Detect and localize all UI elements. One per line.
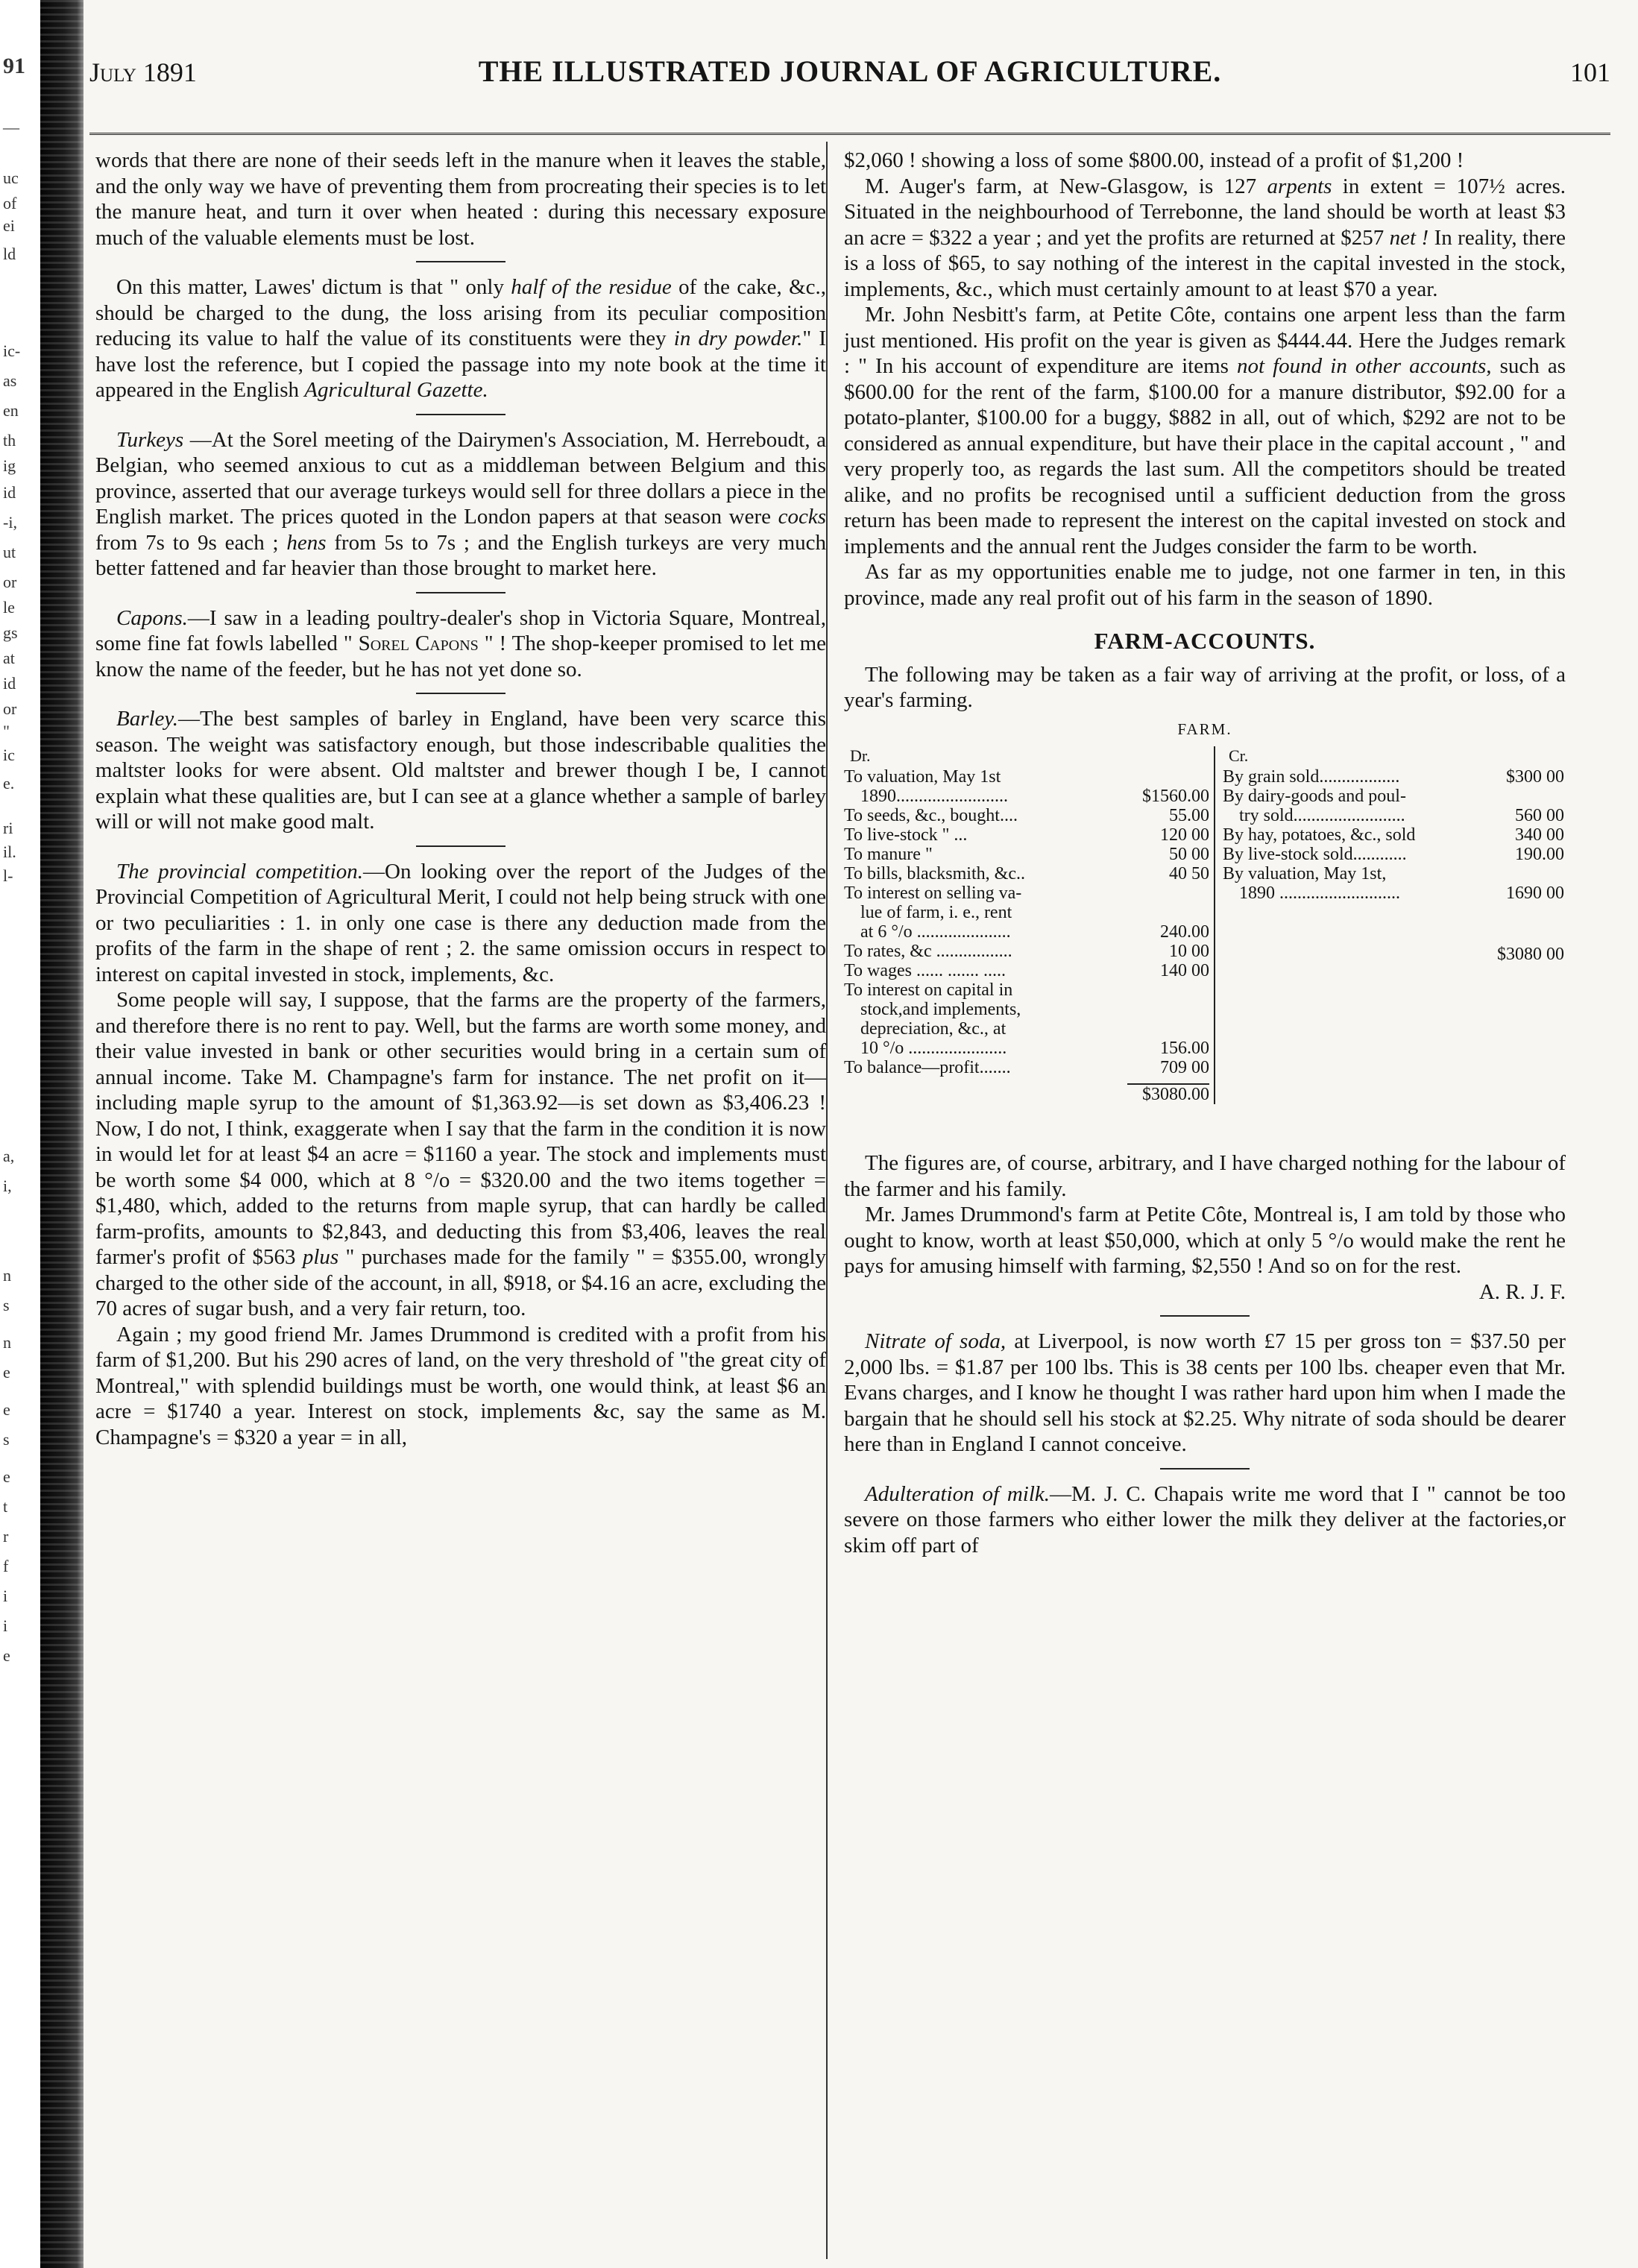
lead-adulteration-milk: Adulteration of milk. <box>865 1481 1050 1506</box>
credit-row <box>1223 787 1564 806</box>
lead-turkeys: Turkeys <box>116 427 184 452</box>
credit-row-label: By live-stock sold............ <box>1223 845 1407 864</box>
lead-barley: Barley. <box>116 707 178 731</box>
debit-label: Dr. <box>850 746 871 765</box>
credit-total-row <box>1223 945 1564 964</box>
debit-row <box>844 845 1209 864</box>
debit-row-label: stock,and implements, <box>860 1000 1021 1019</box>
facing-page-edge <box>0 0 46 2268</box>
margin-fragment: e <box>3 1363 10 1382</box>
debit-row <box>844 961 1209 980</box>
credit-row-label: By grain sold.................. <box>1223 767 1400 787</box>
section-separator <box>416 414 505 415</box>
margin-fragment: ut <box>3 543 16 561</box>
debit-row <box>844 806 1209 825</box>
debit-row-label: To live-stock " ... <box>844 825 968 845</box>
margin-fragment: ei <box>3 216 15 235</box>
paragraph-manure-seeds: words that there are none of their seeds left in the manure when it leaves the stable, and the only way we have of preventing them from procreating their species is to let the manure heat, and turn it over when heated : during this necessary exposure much of the valuable elements must be lost. <box>95 148 826 250</box>
paragraph-loss-continuation: $2,060 ! showing a loss of some $800.00, instead of a profit of $1,200 ! <box>844 148 1464 172</box>
account-title: FARM. <box>1177 719 1232 738</box>
debit-row-label: To valuation, May 1st <box>844 767 1001 787</box>
debit-row-label: To interest on selling va- <box>844 883 1022 903</box>
credit-row-amount <box>1482 864 1564 883</box>
margin-fragment: id <box>3 674 16 693</box>
column-rule <box>826 142 828 2259</box>
margin-fragment: or <box>3 699 17 718</box>
credit-side <box>1215 746 1564 1104</box>
margin-fragment: — <box>3 118 19 136</box>
debit-row-label: To interest on capital in <box>844 980 1013 1000</box>
debit-row-label: 1890......................... <box>860 787 1008 806</box>
signature: A. R. J. F. <box>1478 1279 1566 1304</box>
section-title-farm-accounts: FARM-ACCOUNTS. <box>1094 628 1316 654</box>
debit-row-amount <box>1127 1000 1209 1019</box>
margin-fragment: f <box>3 1557 9 1575</box>
margin-fragment: l- <box>3 866 13 885</box>
paragraph-drummond-credit: Again ; my good friend Mr. James Drummond is credited with a profit from his farm of $1,200. But his 290 acres of land, on the very threshold of "the great city of Montreal," with splendid buildings must be worth, one would think, at least $6 an acre = $1740 a year. Interest on stock, implements &c, say the same as M. Champagne's = $320 a year = in all, <box>95 1322 826 1449</box>
margin-fragment: e. <box>3 774 15 793</box>
debit-row-label: To seeds, &c., bought.... <box>844 806 1018 825</box>
credit-row-amount <box>1482 787 1564 806</box>
margin-fragment: of <box>3 194 17 212</box>
debit-row <box>844 942 1209 961</box>
paragraph-turkeys: Turkeys —At the Sorel meeting of the Dairymen's Association, M. Herreboudt, a Belgian, who seemed anxious to cut as a middleman between Belgium and this province, asserted that our average turkeys would sell for three dollars a piece in the English market. The prices quoted in the London papers at that season were cocks from 7s to 9s each ; hens from 5s to 7s ; and the English turkeys are very much better fattened and far heavier than those brought to market here. <box>95 427 827 580</box>
credit-row-label: try sold......................... <box>1239 806 1405 825</box>
debit-total: $3080.00 <box>1127 1083 1209 1104</box>
journal-title: THE ILLUSTRATED JOURNAL OF AGRICULTURE. <box>478 54 1222 88</box>
margin-fragment: th <box>3 431 16 450</box>
margin-fragment: n <box>3 1333 11 1352</box>
credit-row <box>1223 767 1564 787</box>
margin-fragment: r <box>3 1527 9 1546</box>
section-separator <box>1160 1468 1250 1470</box>
debit-row-label: 10 °/o ...................... <box>860 1039 1007 1058</box>
margin-fragment: le <box>3 598 15 617</box>
paragraph-nesbitt-farm: Mr. John Nesbitt's farm, at Petite Côte, contains one arpent less than the farm just mentioned. His profit on the year is given as $444.44. Here the Judges remark : " In his account of expenditure are items not found in other accounts, such as $600.00 for the rent of the farm, $100.00 for a manure distributor, $92.00 for a potato-planter, $100.00 for a buggy, $882 in all, out of which, $292 are not to be considered as annual expenditure, but have their place in the capital account , " and very properly too, as regards the last sum. All the competitors should be treated alike, and no profits be recognised until a sufficient deduction from the gross return has been made to represent the interest on the capital invested on stock and implements and the annual rent the Judges consider the farm to be worth. <box>844 303 1566 558</box>
paragraph-barley: Barley.—The best samples of barley in England, have been very scarce this season. The weight was satisfactory enough, but those indescribable qualities the maltster looks for were absent. Old maltster and brewer though I be, I cannot explain what these qualities are, but I can see at a glance whether a sample of barley will or will not make good malt. <box>95 707 826 834</box>
paragraph-capons: Capons.—I saw in a leading poultry-dealer's shop in Victoria Square, Montreal, some fine fat fowls labelled " Sorel Capons " ! The shop-keeper promised to let me know the name of the feeder, but he has not yet done so. <box>95 605 827 681</box>
farm-account-table <box>844 746 1566 1104</box>
credit-row <box>1223 845 1564 864</box>
credit-row-amount: 560 00 <box>1515 806 1564 825</box>
margin-fragment: id <box>3 483 16 502</box>
credit-row-amount: 190.00 <box>1515 845 1564 864</box>
debit-row-amount <box>1127 767 1209 787</box>
right-column <box>844 148 1566 1558</box>
credit-row <box>1223 864 1564 883</box>
debit-row <box>844 767 1209 787</box>
debit-row <box>844 1019 1209 1039</box>
debit-row <box>844 1039 1209 1058</box>
debit-row <box>844 1000 1209 1019</box>
margin-fragment: a, <box>3 1147 15 1165</box>
margin-fragment: gs <box>3 623 18 642</box>
debit-row-label: To rates, &c ................. <box>844 942 1012 961</box>
margin-fragment: i <box>3 1616 8 1635</box>
credit-label: Cr. <box>1229 746 1249 765</box>
margin-fragment: ri <box>3 819 13 837</box>
debit-row-amount: $1560.00 <box>1142 787 1209 806</box>
left-column <box>95 148 826 1450</box>
lead-provincial-competition: The provincial competition. <box>116 859 364 883</box>
credit-row-label: By valuation, May 1st, <box>1223 864 1387 883</box>
credit-row-amount: 1690 00 <box>1506 883 1564 903</box>
paragraph-figures-arbitrary: The figures are, of course, arbitrary, and I have charged nothing for the labour of the farmer and his family. <box>844 1151 1566 1201</box>
debit-row <box>844 903 1209 922</box>
credit-row <box>1223 825 1564 845</box>
debit-total-row <box>844 1083 1209 1104</box>
margin-fragment: uc <box>3 168 19 187</box>
credit-row-amount: 340 00 <box>1515 825 1564 845</box>
margin-fragment: n <box>3 1266 11 1285</box>
debit-row-label: To manure " <box>844 845 933 864</box>
debit-row-amount: 55.00 <box>1169 806 1209 825</box>
debit-row-label: lue of farm, i. e., rent <box>860 903 1012 922</box>
section-separator <box>416 845 505 847</box>
debit-row <box>844 922 1209 942</box>
section-separator <box>1160 1315 1250 1317</box>
paragraph-auger-farm: M. Auger's farm, at New-Glasgow, is 127 arpents in extent = 107½ acres. Situated in the neighbourhood of Terrebonne, the land should be worth at least $3 an acre = $322 a year ; and yet the profits are returned at $257 net ! In reality, there is a loss of $65, to say nothing of the interest in the capital invested in the stock, implements, &c., which must certainly amount to at least $70 a year. <box>844 174 1566 301</box>
debit-row-label: depreciation, &c., at <box>860 1019 1007 1039</box>
lead-nitrate-soda: Nitrate of soda, <box>865 1329 1007 1353</box>
margin-fragment: s <box>3 1296 10 1314</box>
debit-row-amount: 156.00 <box>1160 1039 1209 1058</box>
credit-row-label: 1890 ........................... <box>1239 883 1400 903</box>
margin-fragment: e <box>3 1400 10 1419</box>
debit-row-amount: 140 00 <box>1160 961 1209 980</box>
margin-fragment: e <box>3 1467 10 1486</box>
margin-fragment: ic <box>3 746 15 764</box>
credit-total: $3080 00 <box>1497 945 1564 964</box>
margin-fragment: 91 <box>3 54 25 78</box>
debit-row <box>844 787 1209 806</box>
section-separator <box>416 592 505 593</box>
debit-row-amount <box>1127 903 1209 922</box>
debit-row-amount <box>1127 980 1209 1000</box>
credit-row <box>1223 883 1564 903</box>
debit-side <box>844 746 1215 1104</box>
debit-row-amount: 40 50 <box>1169 864 1209 883</box>
credit-row <box>1223 806 1564 825</box>
margin-fragment: s <box>3 1430 10 1449</box>
header-date: July 1891 <box>89 57 197 87</box>
paragraph-champagne-farm: Some people will say, I suppose, that the farms are the property of the farmers, and therefore there is no rent to pay. Well, but the farms are worth some money, and their value invested in bank or other securities would bring in a certain sum of annual income. Take M. Champagne's farm for instance. The net profit on it—including maple syrup to the amount of $1,363.92—is set down as $3,406.23 ! Now, I do not, I think, exaggerate when I say that the farm in the condition it is now in would let for at least $4 an acre = $1160 a year. The stock and implements must be worth some $4 000, which at 8 °/o = $320.00 and the two items together = $1,480, which, added to the returns from maple syrup, that can hardly be called farm-profits, amounts to $2,843, and deducting this from $3,406, leaves the real farmer's profit of $563 plus " purchases made for the family " = $355.00, wrongly charged to the other side of the account, in all, $918, or $4.16 an acre, excluding the 70 acres of sugar bush, and a very fair return, too. <box>95 988 827 1320</box>
margin-fragment: i <box>3 1587 8 1605</box>
credit-row-amount: $300 00 <box>1506 767 1564 787</box>
margin-fragment: ig <box>3 456 16 475</box>
debit-row-amount: 120 00 <box>1160 825 1209 845</box>
paragraph-adulteration-milk: Adulteration of milk.—M. J. C. Chapais write me word that I " cannot be too severe on those farmers who either lower the milk they deliver at the factories,or skim off part of <box>844 1481 1566 1557</box>
margin-fragment: or <box>3 573 17 591</box>
debit-row <box>844 1058 1209 1077</box>
margin-fragment: i, <box>3 1176 12 1195</box>
margin-fragment: at <box>3 649 15 667</box>
debit-row-amount: 50 00 <box>1169 845 1209 864</box>
debit-row <box>844 883 1209 903</box>
page-header <box>89 51 1610 95</box>
paragraph-lawes-dictum: On this matter, Lawes' dictum is that " only half of the residue of the cake, &c., should be charged to the dung, the loss arising from its peculiar composition reducing its value to half the value of its constituents were they in dry powder." I have lost the reference, but I copied the passage into my note book at the time it appeared in the English Agricultural Gazette. <box>95 275 826 402</box>
margin-fragment: -i, <box>3 513 17 532</box>
debit-row <box>844 825 1209 845</box>
debit-row-amount <box>1127 883 1209 903</box>
debit-row-label: To balance—profit....... <box>844 1058 1011 1077</box>
debit-row <box>844 864 1209 883</box>
debit-row-label: at 6 °/o ..................... <box>860 922 1011 942</box>
margin-fragment: ld <box>3 245 16 263</box>
credit-row-label: By dairy-goods and poul- <box>1223 787 1406 806</box>
margin-fragment: as <box>3 371 17 390</box>
debit-row-amount <box>1127 1019 1209 1039</box>
header-rule <box>89 133 1610 135</box>
paragraph-no-profit: As far as my opportunities enable me to judge, not one farmer in ten, in this province, made any real profit out of his farm in the season of 1890. <box>844 560 1566 610</box>
debit-row-label: To wages ...... ....... ..... <box>844 961 1006 980</box>
margin-fragment: ic- <box>3 341 21 360</box>
debit-row-label: To bills, blacksmith, &c.. <box>844 864 1025 883</box>
debit-row-amount: 10 00 <box>1169 942 1209 961</box>
debit-row <box>844 980 1209 1000</box>
paragraph-drummond-worth: Mr. James Drummond's farm at Petite Côte, Montreal is, I am told by those who ought to know, worth at least $50,000, which at only 5 °/o would make the rent he pays for amusing himself with farming, $2,550 ! And so on for the rest. <box>844 1203 1566 1278</box>
paragraph-accounts-intro: The following may be taken as a fair way of arriving at the profit, or loss, of a year's farming. <box>844 662 1566 712</box>
debit-row-amount: 240.00 <box>1160 922 1209 942</box>
book-binding-shadow <box>40 0 84 2268</box>
credit-row-label: By hay, potatoes, &c., sold <box>1223 825 1416 845</box>
section-separator <box>416 693 505 694</box>
margin-fragment: t <box>3 1497 8 1516</box>
lead-capons: Capons. <box>116 605 188 630</box>
paragraph-nitrate-soda: Nitrate of soda, at Liverpool, is now worth £7 15 per gross ton = $37.50 per 2,000 lbs. = $1.87 per 100 lbs. This is 38 cents per 100 lbs. cheaper even that Mr. Evans charges, and I know he thought I was rather hard upon him when I made the bargain that he should sell his stock at $2.25. Why nitrate of soda should be dearer here than in England I cannot conceive. <box>844 1329 1566 1456</box>
paragraph-provincial-competition: The provincial competition.—On looking over the report of the Judges of the Provincial Competition of Agricultural Merit, I could not help being struck with one or two peculiarities : 1. in only one case is there any deduction made from the profits of the farm in the shape of rent ; 2. the same omission occurs in respect to interest on capital invested in stock, implements, &c. <box>95 859 826 986</box>
page-number: 101 <box>1570 57 1610 87</box>
section-separator <box>416 261 505 262</box>
debit-row-amount: 709 00 <box>1160 1058 1209 1077</box>
margin-fragment: en <box>3 401 19 420</box>
margin-fragment: il. <box>3 842 16 861</box>
margin-fragment: e <box>3 1646 10 1665</box>
margin-fragment: " <box>3 722 10 740</box>
